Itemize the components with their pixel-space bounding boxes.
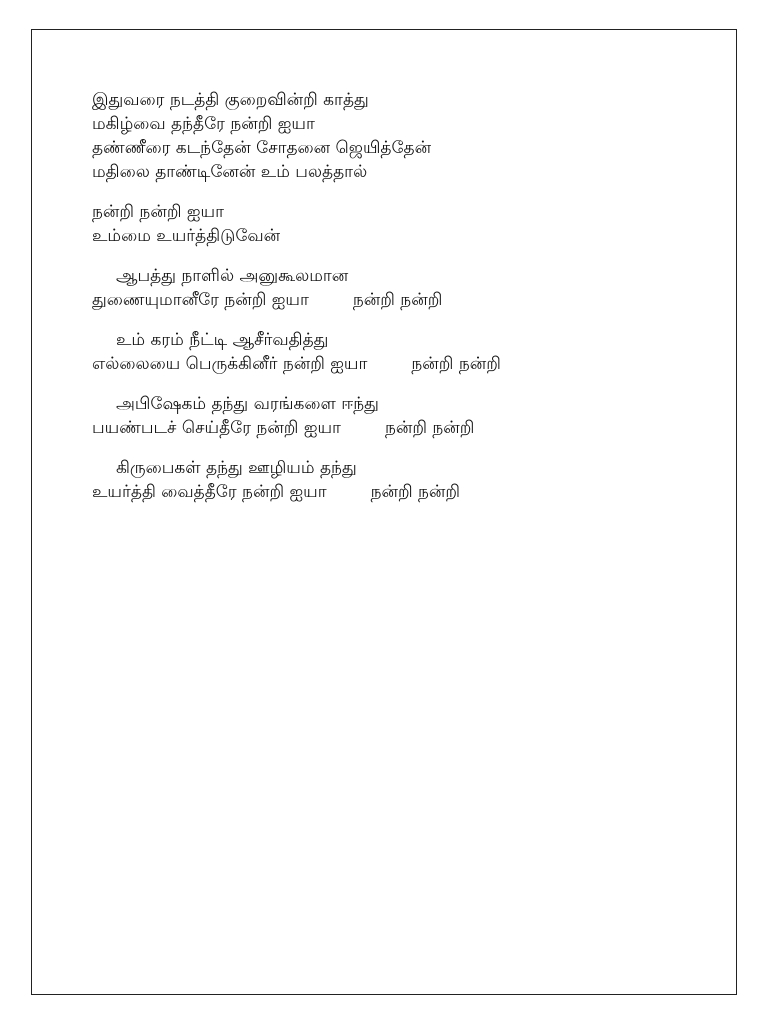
stanza-1 xyxy=(92,264,732,312)
verse-line: இதுவரை நடத்தி குறைவின்றி காத்து xyxy=(92,90,369,110)
verse-line: மதிலை தாண்டினேன் உம் பலத்தால் xyxy=(92,162,368,182)
stanza-line-2 xyxy=(92,480,732,504)
chorus-line: உம்மை உயர்த்திடுவேன் xyxy=(92,226,281,246)
stanza-line-2-text: எல்லையை பெருக்கினீர் நன்றி ஐயா xyxy=(92,354,368,374)
refrain-text: நன்றி நன்றி xyxy=(384,418,475,438)
stanza-line-2-text: துணையுமானீரே நன்றி ஐயா xyxy=(92,290,309,310)
stanza-line-1: கிருபைகள் தந்து ஊழியம் தந்து xyxy=(116,458,357,478)
stanza-line-1: அபிஷேகம் தந்து வரங்களை ஈந்து xyxy=(116,394,379,414)
stanza-line-1: ஆபத்து நாளில் அனுகூலமான xyxy=(116,266,349,286)
refrain-text: நன்றி நன்றி xyxy=(370,482,461,502)
stanza-spacer xyxy=(92,248,732,264)
verse-line: மகிழ்வை தந்தீரே நன்றி ஐயா xyxy=(92,114,315,134)
refrain-text: நன்றி நன்றி xyxy=(352,290,443,310)
refrain-text: நன்றி நன்றி xyxy=(411,354,501,374)
lyrics-body xyxy=(92,88,732,504)
stanza-spacer xyxy=(92,376,732,392)
stanza-line-1: உம் கரம் நீட்டி ஆசீர்வதித்து xyxy=(116,330,329,350)
stanza-line-2 xyxy=(92,288,732,312)
stanza-4 xyxy=(92,456,732,504)
verse-1 xyxy=(92,88,732,184)
page-frame xyxy=(31,29,737,995)
verse-line: தண்ணீரை கடந்தேன் சோதனை ஜெயித்தேன் xyxy=(92,138,432,158)
stanza-line-2-text: பயண்படச் செய்தீரே நன்றி ஐயா xyxy=(92,418,341,438)
stanza-spacer xyxy=(92,312,732,328)
stanza-line-2 xyxy=(92,416,732,440)
stanza-2 xyxy=(92,328,732,376)
stanza-3 xyxy=(92,392,732,440)
stanza-line-2 xyxy=(92,352,732,376)
stanza-spacer xyxy=(92,440,732,456)
stanza-spacer xyxy=(92,184,732,200)
chorus-line: நன்றி நன்றி ஐயா xyxy=(92,202,224,222)
stanza-line-2-text: உயர்த்தி வைத்தீரே நன்றி ஐயா xyxy=(92,482,327,502)
chorus xyxy=(92,200,732,248)
